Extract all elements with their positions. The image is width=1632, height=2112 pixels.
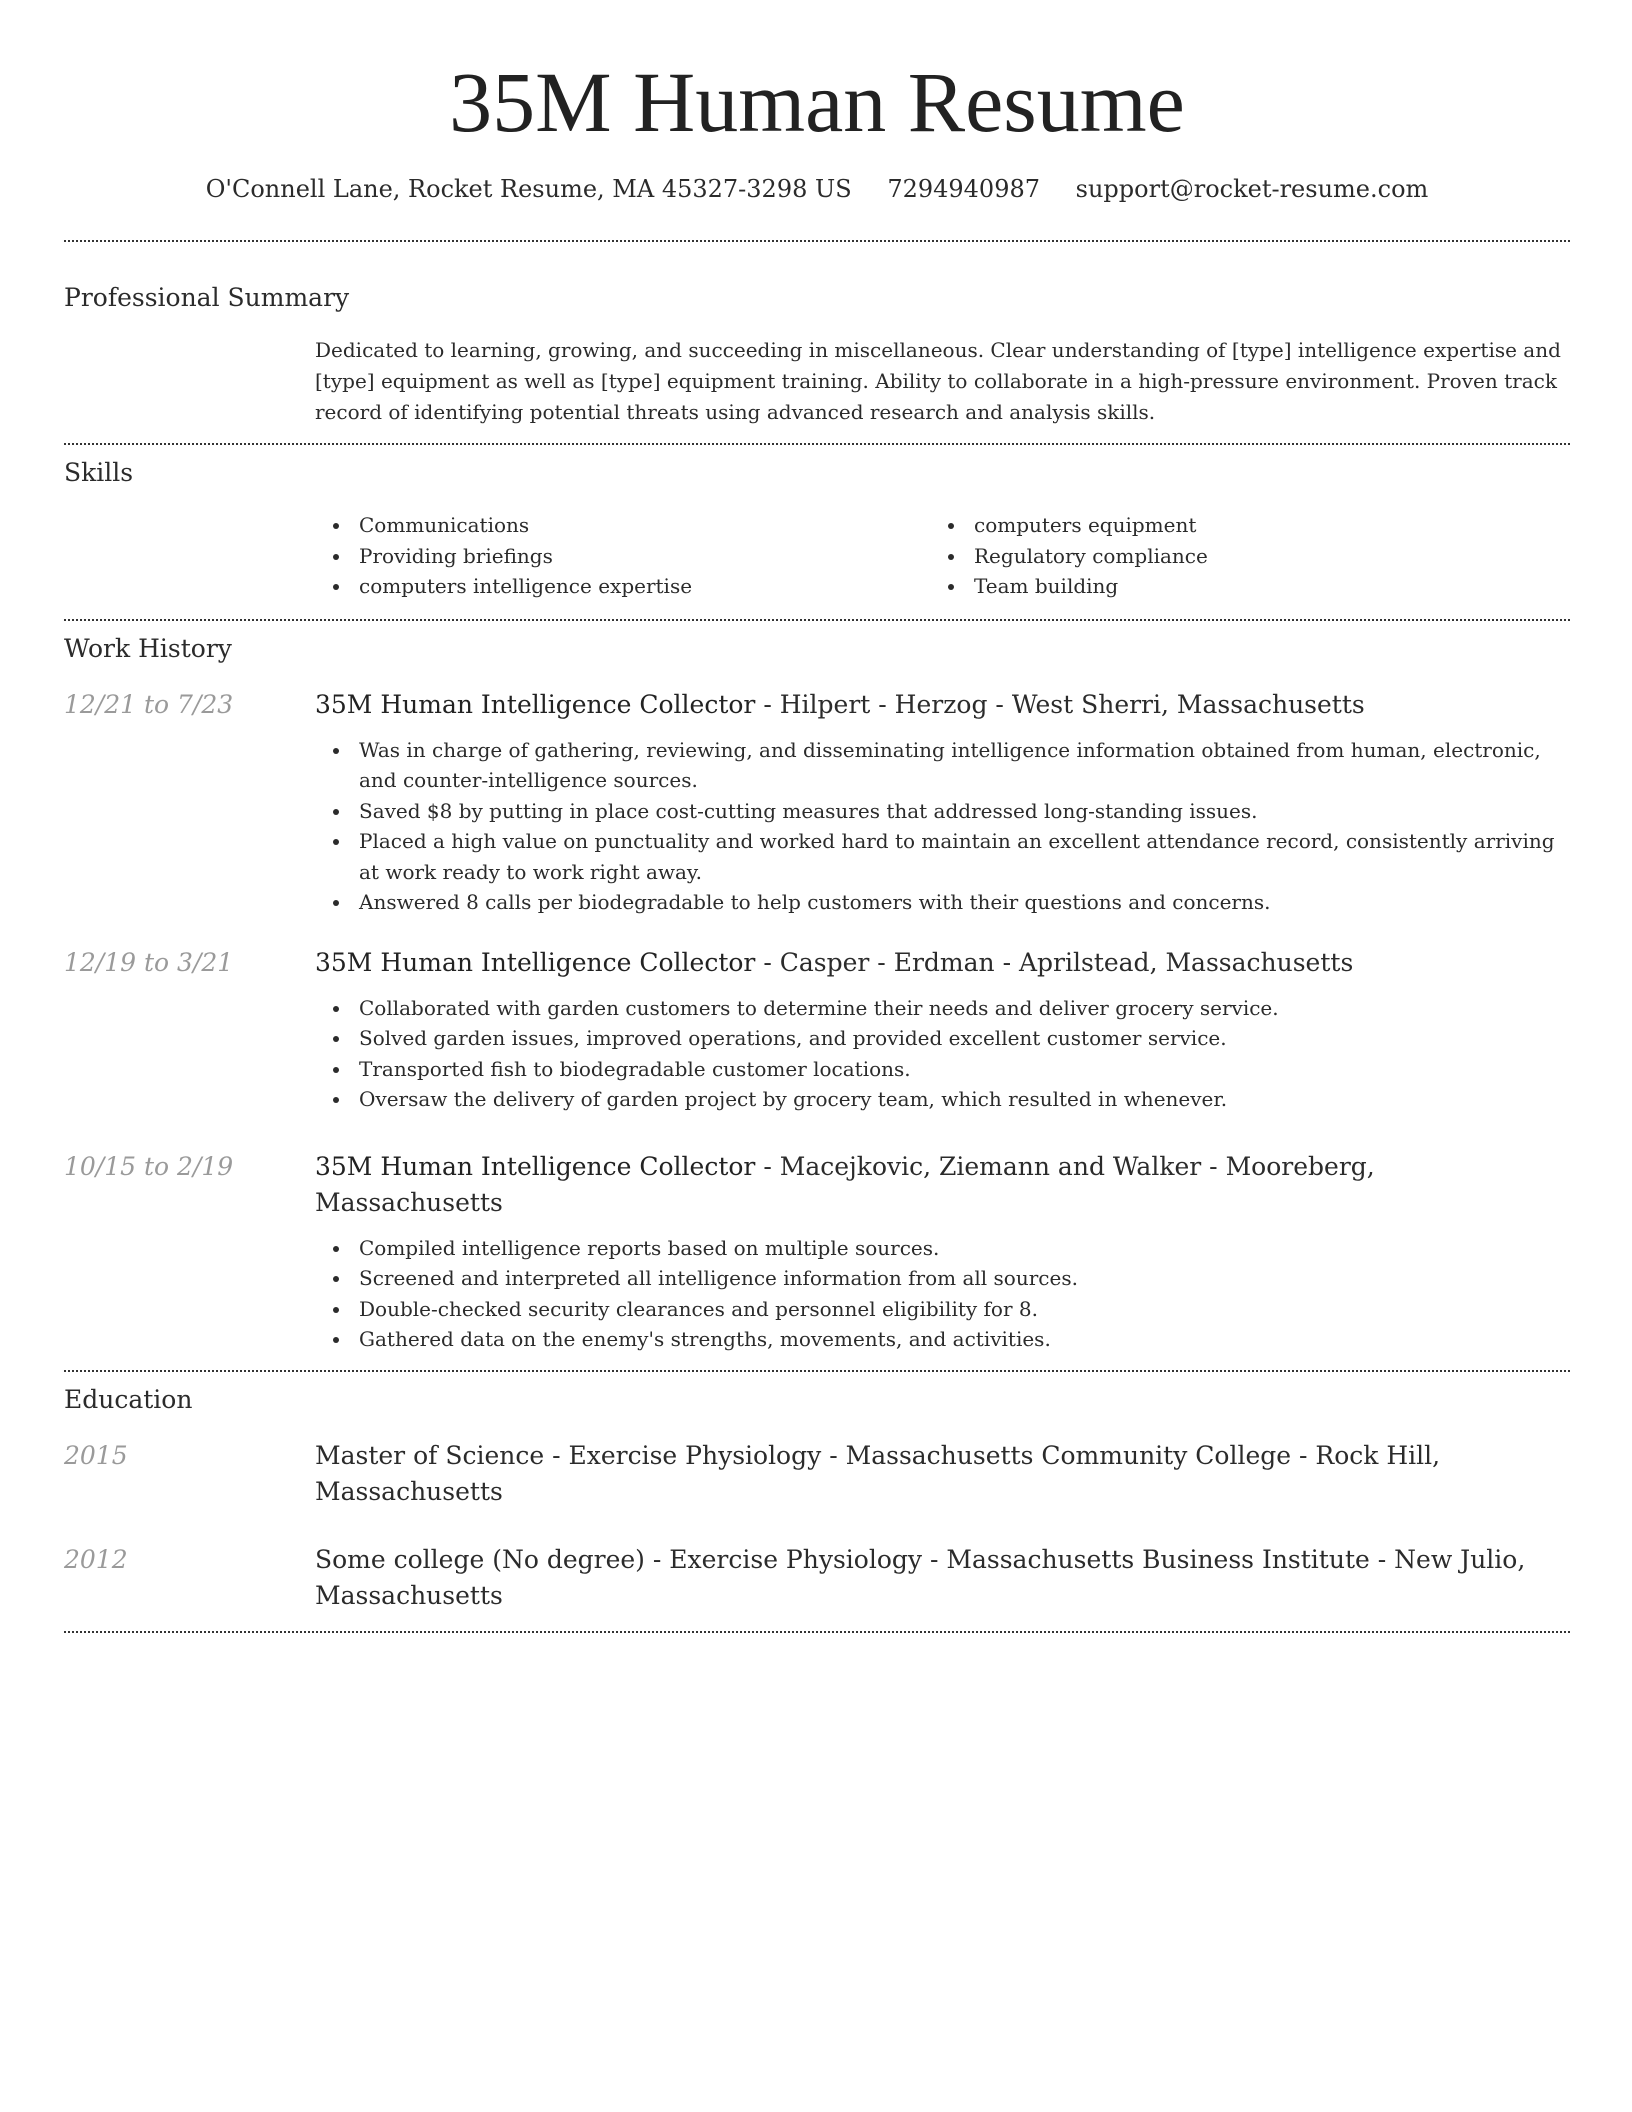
job-dates: 10/15 to 2/19 [64, 1151, 234, 1181]
resume-header [64, 0, 1570, 206]
education-heading: Some college (No degree) - Exercise Physiology - Massachusetts Business Institute - New Julio, Massachusetts [315, 1544, 1526, 1610]
skill-item: Team building [930, 571, 1545, 602]
job-bullets [315, 735, 1570, 918]
skills-column-left [315, 510, 930, 602]
job-bullet: Oversaw the delivery of garden project by grocery team, which resulted in whenever. [315, 1084, 1570, 1115]
job-location: West Sherri, Massachusetts [1011, 689, 1365, 719]
summary-section [64, 281, 1570, 428]
summary-text: Dedicated to learning, growing, and succeeding in miscellaneous. Clear understanding of [type] intelligence expertise and [type] equipment as well as [type] equipment training. Ability to collaborate in a high-pressure environment. Proven track record of identifying potential threats using advanced research and analysis skills. [315, 338, 1561, 424]
education-entry [64, 1542, 1570, 1614]
skill-item: Providing briefings [315, 541, 930, 572]
job-bullet: Screened and interpreted all intelligence information from all sources. [315, 1263, 1570, 1294]
job-bullet: Gathered data on the enemy's strengths, movements, and activities. [315, 1324, 1570, 1355]
education-heading: Master of Science - Exercise Physiology - Massachusetts Community College - Rock Hill, Massachusetts [315, 1440, 1441, 1506]
summary-divider [64, 443, 1570, 445]
work-divider [64, 1370, 1570, 1372]
job-heading: 35M Human Intelligence Collector - Macejkovic, Ziemann and Walker - Mooreberg, Massachusetts [315, 1151, 1375, 1217]
education-location: New Julio, Massachusetts [315, 1544, 1526, 1610]
job-location: Mooreberg, Massachusetts [315, 1151, 1375, 1217]
skills-list [315, 510, 1570, 602]
job-title: 35M Human Intelligence Collector [315, 1151, 756, 1181]
skill-item: computers intelligence expertise [315, 571, 930, 602]
job-entry [64, 687, 1570, 918]
contact-line [64, 172, 1570, 206]
candidate-name: 35M Human Resume [449, 54, 1185, 150]
job-company: Casper - Erdman [779, 947, 995, 977]
job-bullet: Transported fish to biodegradable customer locations. [315, 1054, 1570, 1085]
job-heading: 35M Human Intelligence Collector - Casper - Erdman - Aprilstead, Massachusetts [315, 947, 1354, 977]
skill-item: Communications [315, 510, 930, 541]
education-divider [64, 1631, 1570, 1633]
job-company: Hilpert - Herzog [779, 689, 988, 719]
education-degree: Some college (No degree) - Exercise Physiology [315, 1544, 923, 1574]
contact-address: O'Connell Lane, Rocket Resume, MA 45327-3298 US [205, 175, 852, 203]
contact-phone: 7294940987 [887, 175, 1041, 203]
skills-section [64, 456, 1570, 602]
job-bullet: Was in charge of gathering, reviewing, and disseminating intelligence information obtained from human, electronic, and counter-intelligence sources. [315, 735, 1570, 796]
work-title: Work History [64, 633, 232, 663]
job-bullet: Compiled intelligence reports based on multiple sources. [315, 1233, 1570, 1264]
skills-divider [64, 619, 1570, 621]
job-entry [64, 945, 1570, 1115]
job-bullet: Double-checked security clearances and personnel eligibility for 8. [315, 1294, 1570, 1325]
skills-column-right [930, 510, 1545, 602]
summary-title: Professional Summary [64, 283, 350, 312]
job-bullets [315, 993, 1570, 1115]
job-bullet: Collaborated with garden customers to determine their needs and deliver grocery service. [315, 993, 1570, 1024]
resume-page [64, 0, 1570, 1633]
job-company: Macejkovic, Ziemann and Walker [779, 1151, 1202, 1181]
skill-item: Regulatory compliance [930, 541, 1545, 572]
job-dates: 12/19 to 3/21 [64, 947, 234, 977]
skill-item: computers equipment [930, 510, 1545, 541]
header-divider [64, 240, 1570, 242]
education-section [64, 1383, 1570, 1614]
education-title: Education [64, 1384, 193, 1414]
job-location: Aprilstead, Massachusetts [1018, 947, 1354, 977]
job-bullet: Solved garden issues, improved operations, and provided excellent customer service. [315, 1023, 1570, 1054]
job-dates: 12/21 to 7/23 [64, 689, 234, 719]
job-bullets [315, 1233, 1570, 1355]
job-bullet: Answered 8 calls per biodegradable to help customers with their questions and concerns. [315, 887, 1570, 918]
education-entry [64, 1438, 1570, 1510]
skills-title: Skills [64, 458, 134, 487]
education-year: 2012 [64, 1544, 128, 1574]
job-bullet: Placed a high value on punctuality and worked hard to maintain an excellent attendance record, consistently arriving at work ready to work right away. [315, 826, 1570, 887]
education-school: Massachusetts Community College [845, 1440, 1292, 1470]
contact-email: support@rocket-resume.com [1075, 175, 1429, 203]
job-entry [64, 1149, 1570, 1355]
education-degree: Master of Science - Exercise Physiology [315, 1440, 822, 1470]
education-school: Massachusetts Business Institute [946, 1544, 1370, 1574]
job-heading: 35M Human Intelligence Collector - Hilpert - Herzog - West Sherri, Massachusetts [315, 689, 1365, 719]
job-bullet: Saved $8 by putting in place cost-cutting measures that addressed long-standing issues. [315, 796, 1570, 827]
education-year: 2015 [64, 1440, 128, 1470]
education-location: Rock Hill, Massachusetts [315, 1440, 1441, 1506]
job-title: 35M Human Intelligence Collector [315, 689, 756, 719]
work-section [64, 632, 1570, 1355]
job-title: 35M Human Intelligence Collector [315, 947, 756, 977]
